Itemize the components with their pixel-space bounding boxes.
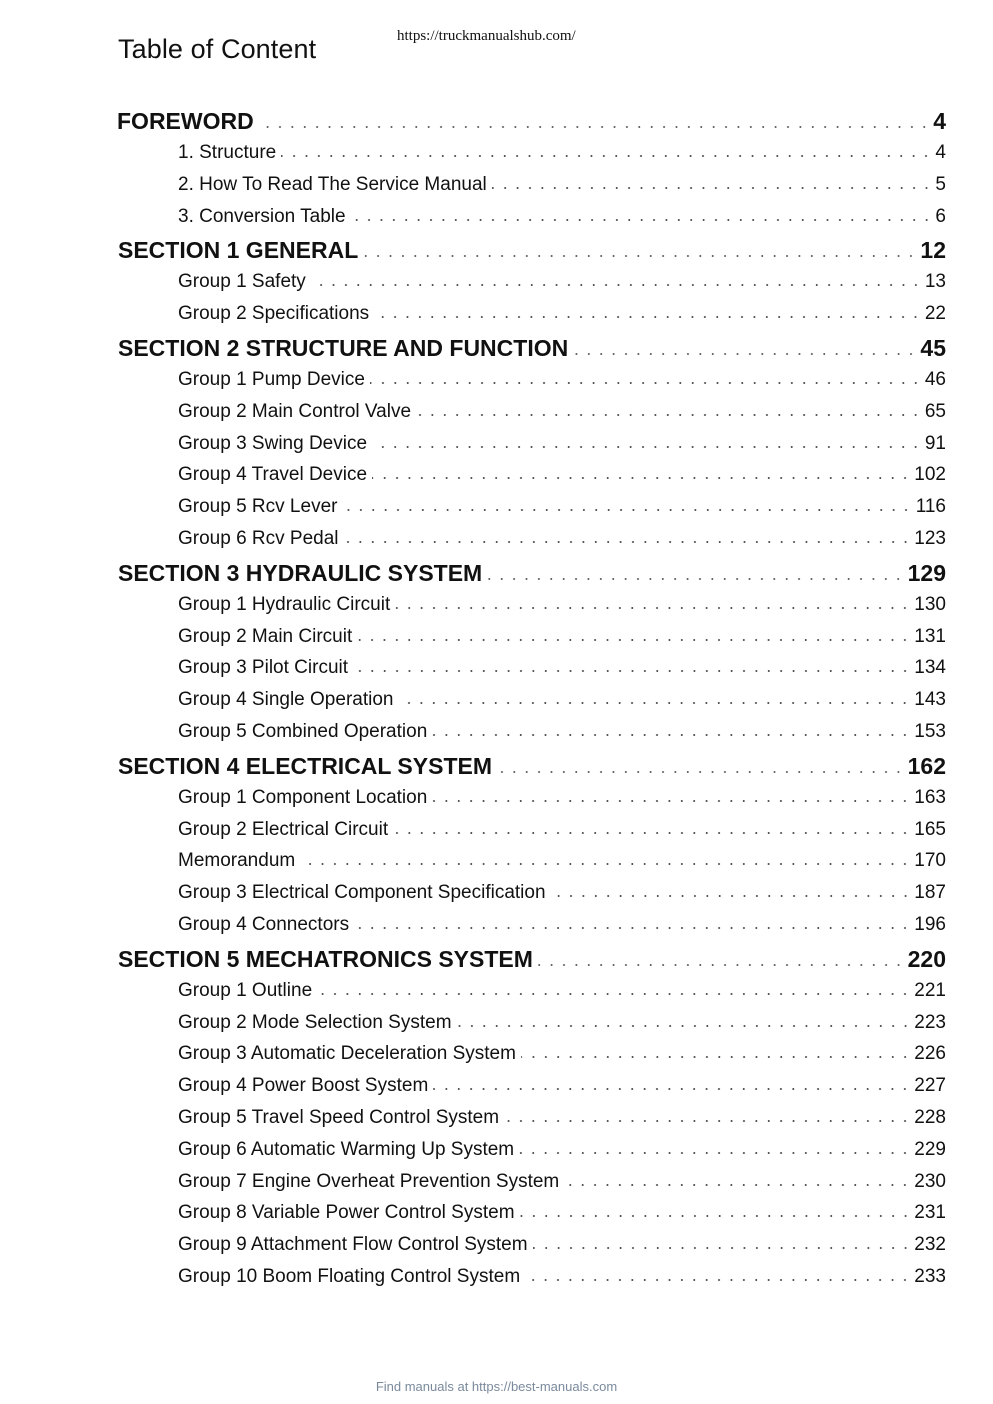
- dot-leader: [519, 1152, 911, 1154]
- dot-leader: [457, 1025, 912, 1027]
- toc-item-label: Group 4 Power Boost System: [178, 1075, 429, 1097]
- toc-item-label: Group 2 Electrical Circuit: [178, 818, 389, 840]
- toc-page-number: 196: [914, 913, 946, 935]
- toc-item-label: Group 4 Connectors: [178, 913, 350, 935]
- toc-item[interactable]: [0, 401, 993, 433]
- dot-leader: [393, 832, 911, 834]
- dot-leader: [342, 509, 912, 511]
- toc-page-number: 5: [935, 173, 946, 195]
- toc-item-label: Group 9 Attachment Flow Control System: [178, 1234, 528, 1256]
- dot-leader: [300, 863, 911, 865]
- dot-leader: [520, 1215, 912, 1217]
- toc-page-number: 226: [914, 1043, 946, 1065]
- toc-section-label: SECTION 1 GENERAL: [118, 237, 359, 264]
- toc-item[interactable]: [0, 464, 993, 496]
- dot-leader: [372, 477, 911, 479]
- toc-item[interactable]: [0, 206, 993, 238]
- toc-item[interactable]: [0, 850, 993, 882]
- dot-leader: [351, 219, 933, 221]
- toc-item-label: Group 5 Rcv Lever: [178, 496, 338, 518]
- toc-item-label: Group 2 Main Control Valve: [178, 400, 412, 422]
- toc-page-number: 220: [907, 945, 946, 972]
- dot-leader: [504, 1120, 911, 1122]
- toc-page-number: 227: [914, 1075, 946, 1097]
- dot-leader: [395, 607, 911, 609]
- dot-leader: [551, 895, 912, 897]
- toc-section-label: SECTION 4 ELECTRICAL SYSTEM: [118, 752, 493, 779]
- toc-page-number: 130: [914, 593, 946, 615]
- toc-item[interactable]: [0, 1202, 993, 1234]
- footer-link[interactable]: Find manuals at https://best-manuals.com: [375, 1379, 618, 1394]
- toc-item[interactable]: [0, 980, 993, 1012]
- toc-item-label: Group 3 Electrical Component Specification: [178, 882, 546, 904]
- toc-page-number: 4: [933, 108, 946, 134]
- toc-page-number: 233: [914, 1265, 946, 1287]
- toc-section-label: SECTION 5 MECHATRONICS SYSTEM: [118, 945, 533, 972]
- toc-item-label: Group 4 Single Operation: [178, 689, 394, 711]
- page-title: Table of Content: [118, 34, 317, 64]
- toc-item-label: Group 2 Specifications: [178, 303, 370, 325]
- toc-page-number: 134: [914, 657, 946, 679]
- dot-leader: [573, 353, 917, 355]
- dot-leader: [353, 670, 911, 672]
- dot-leader: [281, 155, 932, 157]
- toc-item[interactable]: [0, 819, 993, 851]
- toc-section-mechatronics-system[interactable]: [0, 946, 993, 980]
- dot-leader: [363, 255, 917, 257]
- dot-leader: [525, 1279, 911, 1281]
- toc-item[interactable]: [0, 689, 993, 721]
- toc-item-label: Group 1 Component Location: [178, 786, 428, 808]
- toc-item-label: Group 8 Variable Power Control System: [178, 1202, 515, 1224]
- toc-item-label: Group 6 Rcv Pedal: [178, 527, 339, 549]
- toc-item[interactable]: [0, 303, 993, 335]
- toc-item[interactable]: [0, 1139, 993, 1171]
- toc-item[interactable]: [0, 1266, 993, 1298]
- toc-page-number: 12: [920, 237, 946, 264]
- toc-item[interactable]: [0, 1234, 993, 1266]
- dot-leader: [564, 1184, 911, 1186]
- dot-leader: [497, 771, 905, 773]
- toc-item[interactable]: [0, 369, 993, 401]
- toc-item-label: Group 6 Automatic Warming Up System: [178, 1138, 515, 1160]
- toc-section-electrical-system[interactable]: [0, 753, 993, 787]
- toc-page-number: 123: [914, 527, 946, 549]
- dot-leader: [433, 1088, 911, 1090]
- toc-section-general[interactable]: [0, 237, 993, 271]
- toc-page-number: 46: [924, 368, 946, 390]
- toc-item[interactable]: [0, 721, 993, 753]
- toc-page-number: 229: [914, 1138, 946, 1160]
- toc-item[interactable]: [0, 882, 993, 914]
- dot-leader: [487, 578, 904, 580]
- toc-item-label: Group 3 Pilot Circuit: [178, 657, 349, 679]
- toc-item[interactable]: [0, 1012, 993, 1044]
- toc-page-number: 13: [924, 271, 946, 293]
- dot-leader: [311, 284, 922, 286]
- dot-leader: [416, 414, 922, 416]
- dot-leader: [398, 702, 911, 704]
- toc-section-foreword[interactable]: [0, 108, 993, 142]
- toc-page-number: 231: [914, 1202, 946, 1224]
- toc-item[interactable]: [0, 271, 993, 303]
- toc-item[interactable]: [0, 626, 993, 658]
- toc-item[interactable]: [0, 174, 993, 206]
- toc-page-number: 163: [914, 786, 946, 808]
- dot-leader: [492, 187, 933, 189]
- toc-item[interactable]: [0, 433, 993, 465]
- toc-item[interactable]: [0, 1075, 993, 1107]
- toc-page-number: 129: [907, 559, 946, 586]
- toc-item-label: Group 7 Engine Overheat Prevention System: [178, 1170, 560, 1192]
- toc-item[interactable]: [0, 914, 993, 946]
- toc-section-structure-and-function[interactable]: [0, 335, 993, 369]
- toc-item-label: 3. Conversion Table: [178, 205, 346, 227]
- toc-section-hydraulic-system[interactable]: [0, 560, 993, 594]
- toc-page-number: 223: [914, 1011, 946, 1033]
- toc-page-number: 221: [914, 979, 946, 1001]
- toc-item[interactable]: [0, 496, 993, 528]
- toc-item-label: Group 1 Safety: [178, 271, 306, 293]
- toc-page-number: 131: [914, 625, 946, 647]
- table-of-contents: [0, 108, 993, 1298]
- toc-page-number: 232: [914, 1234, 946, 1256]
- toc-item-label: Group 2 Mode Selection System: [178, 1011, 452, 1033]
- toc-page-number: 153: [914, 720, 946, 742]
- toc-item-label: Memorandum: [178, 850, 296, 872]
- toc-section-label: SECTION 3 HYDRAULIC SYSTEM: [118, 559, 483, 586]
- dot-leader: [259, 126, 930, 128]
- toc-page-number: 228: [914, 1106, 946, 1128]
- dot-leader: [317, 993, 911, 995]
- dot-leader: [370, 382, 922, 384]
- toc-page-number: 165: [914, 818, 946, 840]
- toc-page-number: 116: [915, 496, 946, 518]
- toc-page-number: 45: [920, 334, 946, 361]
- dot-leader: [538, 964, 905, 966]
- toc-item-label: 2. How To Read The Service Manual: [178, 173, 487, 195]
- dot-leader: [344, 541, 912, 543]
- toc-page-number: 230: [914, 1170, 946, 1192]
- dot-leader: [432, 734, 911, 736]
- dot-leader: [521, 1056, 911, 1058]
- toc-section-label: FOREWORD: [117, 108, 254, 134]
- toc-page-number: 6: [935, 205, 946, 227]
- toc-item-label: 1. Structure: [178, 142, 277, 163]
- dot-leader: [432, 800, 911, 802]
- toc-page-number: 102: [914, 464, 946, 486]
- toc-section-label: SECTION 2 STRUCTURE AND FUNCTION: [118, 334, 569, 361]
- toc-item-label: Group 4 Travel Device: [178, 464, 368, 486]
- toc-item[interactable]: [0, 142, 993, 174]
- toc-item[interactable]: [0, 594, 993, 626]
- toc-item[interactable]: [0, 657, 993, 689]
- toc-item-label: Group 1 Hydraulic Circuit: [178, 593, 391, 615]
- toc-item-label: Group 5 Combined Operation: [178, 720, 428, 742]
- toc-item-label: Group 1 Outline: [178, 979, 313, 1001]
- dot-leader: [372, 446, 922, 448]
- dot-leader: [533, 1247, 912, 1249]
- dot-leader: [374, 316, 922, 318]
- toc-item-label: Group 2 Main Circuit: [178, 625, 353, 647]
- toc-item[interactable]: [0, 1171, 993, 1203]
- dot-leader: [354, 927, 911, 929]
- toc-page-number: 162: [907, 752, 946, 779]
- toc-item[interactable]: [0, 1107, 993, 1139]
- toc-item-label: Group 1 Pump Device: [178, 368, 365, 390]
- toc-page-number: 143: [914, 689, 946, 711]
- toc-item[interactable]: [0, 1043, 993, 1075]
- dot-leader: [357, 639, 911, 641]
- header-url[interactable]: https://truckmanualshub.com/: [397, 28, 576, 44]
- toc-item-label: Group 3 Swing Device: [178, 432, 368, 454]
- toc-page-number: 22: [924, 303, 946, 325]
- toc-item[interactable]: [0, 787, 993, 819]
- toc-page-number: 170: [914, 850, 946, 872]
- toc-page-number: 91: [924, 432, 946, 454]
- toc-page-number: 187: [914, 882, 946, 904]
- toc-page-number: 65: [924, 400, 946, 422]
- toc-item-label: Group 10 Boom Floating Control System: [178, 1265, 521, 1287]
- toc-page-number: 4: [935, 142, 946, 163]
- toc-item[interactable]: [0, 528, 993, 560]
- toc-item-label: Group 3 Automatic Deceleration System: [178, 1043, 516, 1065]
- toc-item-label: Group 5 Travel Speed Control System: [178, 1106, 500, 1128]
